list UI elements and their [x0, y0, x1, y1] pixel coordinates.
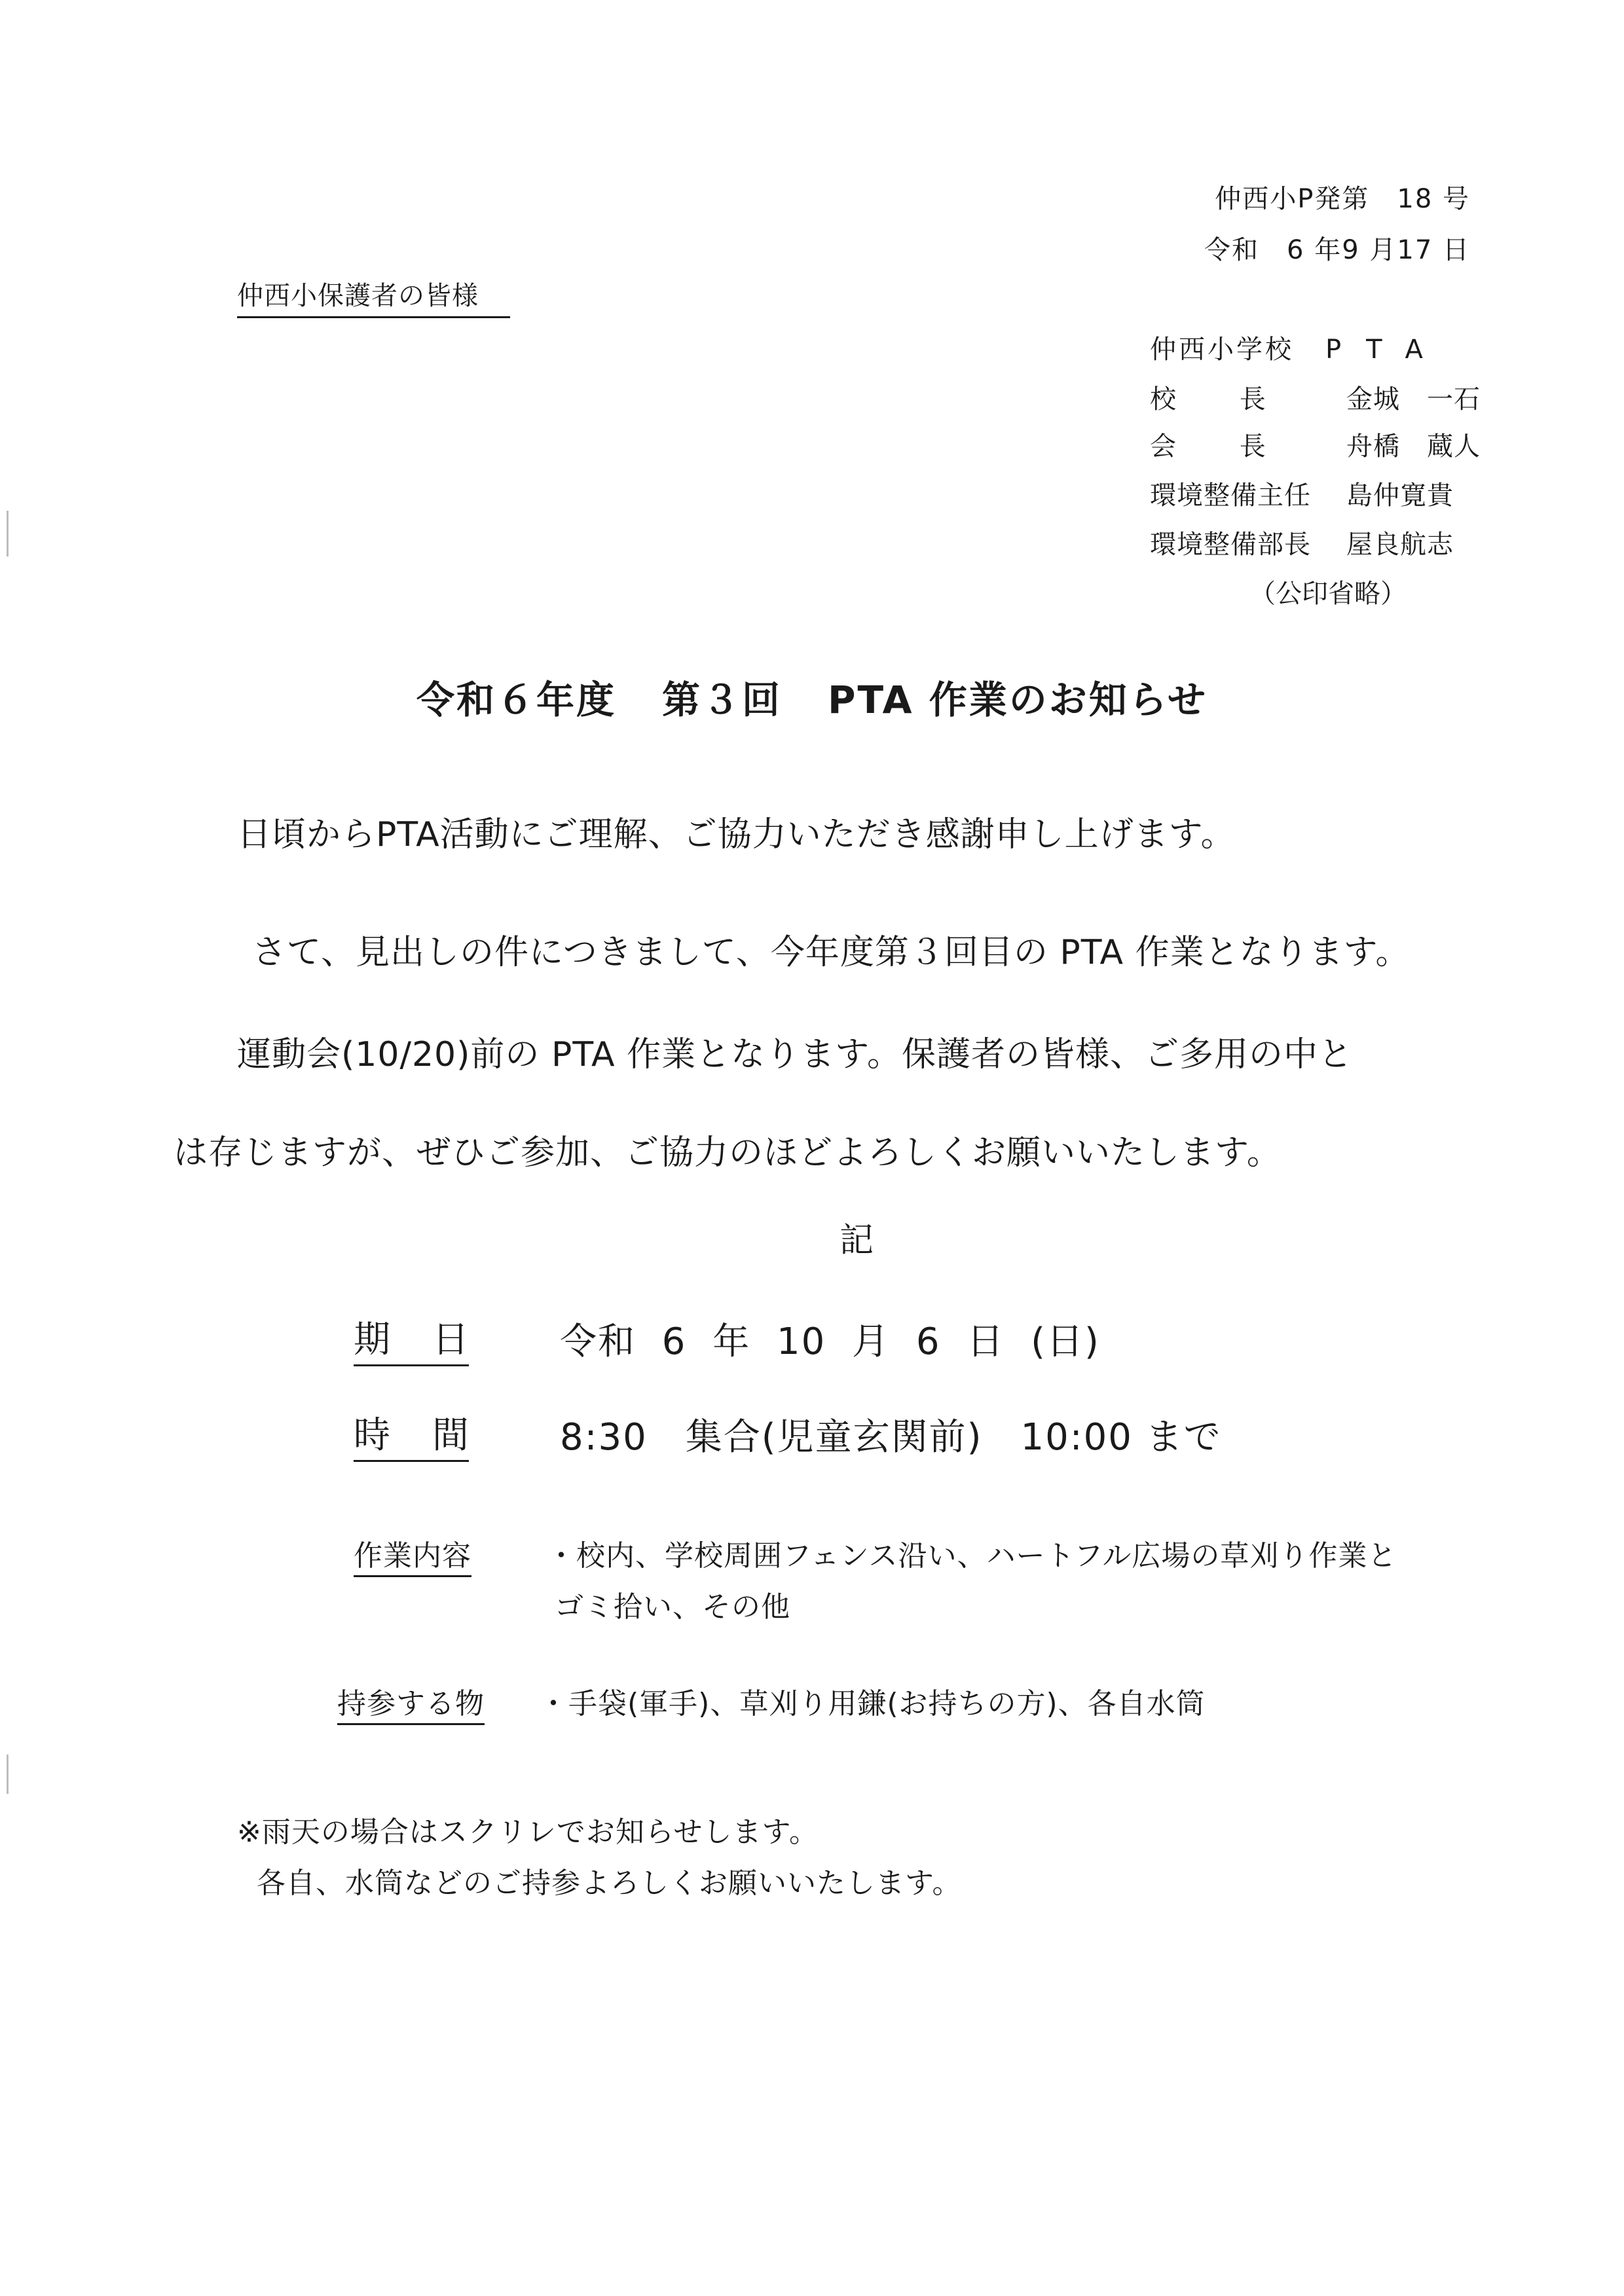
document-date: 令和 6 年9 月17 日 [1204, 235, 1470, 265]
content-value-line1: ・校内、学校周囲フェンス沿い、ハートフル広場の草刈り作業と [547, 1539, 1397, 1573]
content-label: 作業内容 [354, 1532, 471, 1577]
time-label-b: 間 [432, 1414, 469, 1457]
time-label-a: 時 [354, 1414, 432, 1457]
sender-name: 金城 一石 [1346, 384, 1481, 414]
time-value: 8:30 集合(児童玄関前) 10:00 まで [560, 1416, 1222, 1459]
sender-role: 環境整備部長 [1150, 530, 1311, 560]
body-paragraph-request: 運動会(10/20)前の PTA 作業となります。保護者の皆様、ご多用の中と [237, 1035, 1353, 1074]
scan-edge-mark [7, 511, 9, 556]
title-part-round: 第３回 [662, 678, 783, 722]
sender-principal [1150, 378, 1481, 416]
seal-note: （公印省略） [1249, 579, 1407, 609]
ki-heading: 記 [840, 1221, 874, 1260]
page-title [0, 669, 1624, 724]
sender-org-name: 仲西小学校 [1150, 335, 1294, 365]
title-part-subject: PTA 作業のお知らせ [828, 678, 1208, 722]
scan-edge-mark [7, 1755, 9, 1794]
sender-role: 校 長 [1150, 384, 1266, 414]
body-paragraph-intro: さて、見出しの件につきまして、今年度第３回目の PTA 作業となります。 [252, 933, 1411, 972]
water-note: 各自、水筒などのご持参よろしくお願いいたします。 [257, 1867, 962, 1900]
addressee: 仲西小保護者の皆様 [237, 275, 510, 318]
time-label [354, 1406, 469, 1462]
sender-name: 屋良航志 [1346, 530, 1454, 560]
date-label-b: 日 [432, 1319, 469, 1361]
document-number: 仲西小P発第 18 号 [1215, 184, 1470, 214]
sender-role: 環境整備主任 [1150, 481, 1311, 511]
bring-label: 持参する物 [337, 1680, 485, 1725]
date-label [354, 1311, 469, 1366]
rain-note: ※雨天の場合はスクリレでお知らせします。 [237, 1815, 819, 1849]
body-paragraph-greeting: 日頃からPTA活動にご理解、ご協力いただき感謝申し上げます。 [237, 815, 1236, 854]
sender-env-head [1150, 524, 1454, 561]
sender-env-chief [1150, 475, 1454, 512]
body-paragraph-request-cont: は存じますが、ぜひご参加、ご協力のほどよろしくお願いいたします。 [174, 1133, 1282, 1173]
content-value-line2: ゴミ拾い、その他 [555, 1590, 790, 1624]
sender-role: 会 長 [1150, 431, 1266, 462]
sender-organization [1150, 329, 1448, 366]
sender-president [1150, 426, 1481, 463]
sender-name: 舟橋 蔵人 [1346, 431, 1481, 462]
sender-org-suffix: PTA [1325, 335, 1448, 365]
title-part-year: 令和６年度 [416, 678, 617, 722]
date-label-a: 期 [354, 1319, 432, 1361]
bring-value: ・手袋(軍手)、草刈り用鎌(お持ちの方)、各自水筒 [539, 1687, 1206, 1721]
date-value: 令和 6 年 10 月 6 日 (日) [560, 1321, 1100, 1363]
sender-name: 島仲寛貴 [1346, 481, 1454, 511]
